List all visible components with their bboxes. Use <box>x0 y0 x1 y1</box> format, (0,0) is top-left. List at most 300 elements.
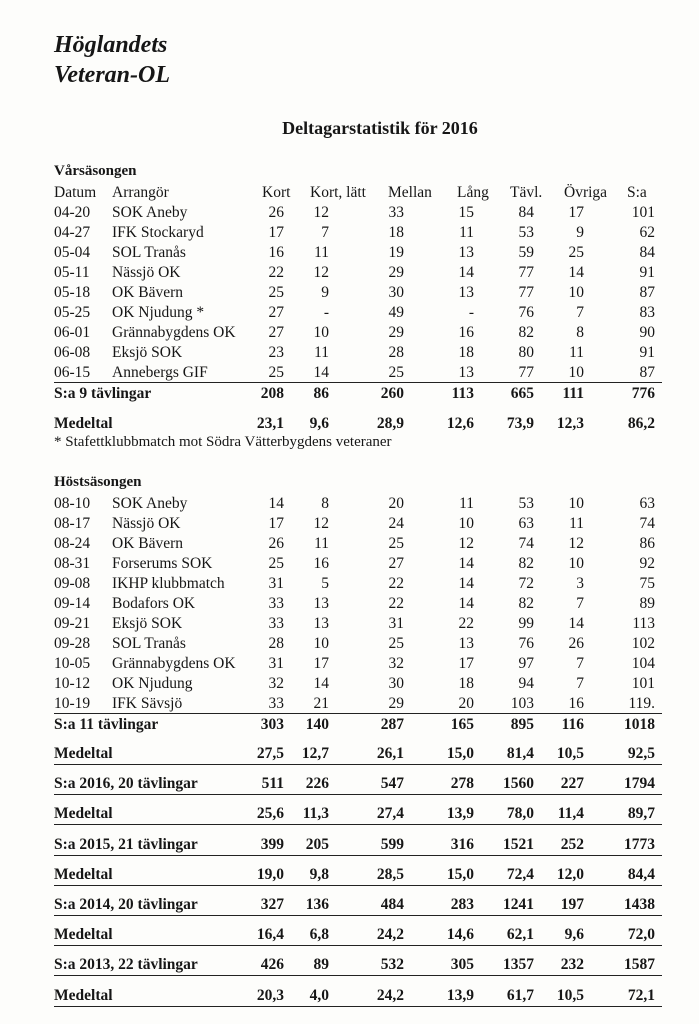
row-label: S:a 2015, 21 tävlingar <box>54 835 198 853</box>
lang-cell: 22 <box>458 615 474 632</box>
lat-cell: 4,0 <box>309 986 329 1004</box>
kort-cell: 31 <box>268 575 284 592</box>
lang-cell: 13 <box>458 284 474 301</box>
header-kort: Kort <box>262 184 291 201</box>
mel-cell: 27 <box>388 555 404 572</box>
tavl-cell: 80 <box>518 344 534 361</box>
organizer-cell: OK Bävern <box>112 284 184 301</box>
ovr-cell: 7 <box>576 595 584 612</box>
ovr-cell: 14 <box>568 615 584 632</box>
ovr-cell: 14 <box>568 264 584 281</box>
lang-cell: 13 <box>458 364 474 381</box>
table-row <box>0 654 699 674</box>
lat-cell: - <box>323 304 329 321</box>
lat-cell: 136 <box>305 896 329 913</box>
organizer-cell: Eksjö SOK <box>112 615 183 632</box>
sum-cell: 72,0 <box>627 926 655 944</box>
tavl-cell: 99 <box>518 615 534 632</box>
lang-cell: 20 <box>458 695 474 712</box>
ovr-cell: 17 <box>568 204 584 221</box>
lang-cell: 18 <box>458 344 474 361</box>
sum-cell: 75 <box>639 575 655 592</box>
mel-cell: 28 <box>388 344 404 361</box>
ovr-cell: 12 <box>568 535 584 552</box>
sum-cell: 1438 <box>624 896 655 913</box>
column-header-row <box>0 183 699 203</box>
lat-cell: 12 <box>313 264 329 281</box>
lang-cell: 12 <box>458 535 474 552</box>
lat-cell: 5 <box>321 575 329 592</box>
summary-underline <box>54 794 662 795</box>
mel-cell: 32 <box>388 655 404 672</box>
tavl-cell: 63 <box>518 515 534 532</box>
sum-cell: 101 <box>631 675 655 692</box>
lat-cell: 10 <box>313 324 329 341</box>
summary-underline <box>54 945 662 946</box>
lang-cell: 283 <box>450 896 474 913</box>
lang-cell: 305 <box>450 956 474 974</box>
kort-cell: 31 <box>268 655 284 672</box>
summary-row <box>0 774 699 794</box>
autumn-total-row <box>0 715 699 735</box>
ovr-cell: 12,0 <box>556 865 584 883</box>
date-cell: 08-31 <box>54 555 91 572</box>
date-cell: 04-27 <box>54 224 91 241</box>
sum-cell: 86 <box>639 535 655 552</box>
table-row <box>0 243 699 263</box>
lang-cell: 13,9 <box>446 986 474 1004</box>
lat-cell: 11 <box>314 244 329 261</box>
sum-cell: 102 <box>631 635 655 652</box>
organizer-cell: Nässjö OK <box>112 264 181 281</box>
mel-cell: 29 <box>388 695 404 712</box>
date-cell: 05-18 <box>54 284 91 301</box>
date-cell: 06-15 <box>54 364 91 381</box>
lang-cell: 14 <box>458 575 474 592</box>
lat-cell: 14 <box>313 675 329 692</box>
table-row <box>0 614 699 634</box>
mel-cell: 22 <box>388 575 404 592</box>
tavl-cell: 62,1 <box>506 926 534 944</box>
summary-row <box>0 925 699 945</box>
sum-cell: 119. <box>628 695 655 712</box>
kort-cell: 27,5 <box>256 745 284 762</box>
table-row <box>0 203 699 223</box>
mel-cell: 260 <box>380 385 404 402</box>
table-row <box>0 694 699 714</box>
date-cell: 05-04 <box>54 244 91 261</box>
kort-cell: 16 <box>268 244 284 261</box>
table-row <box>0 634 699 654</box>
spring-mean-row <box>0 414 699 434</box>
summary-row <box>0 865 699 885</box>
mel-cell: 287 <box>380 716 404 733</box>
row-label: S:a 2013, 22 tävlingar <box>54 956 198 974</box>
lat-cell: 140 <box>305 716 329 733</box>
row-label: S:a 9 tävlingar <box>54 385 152 402</box>
row-label: Medeltal <box>54 805 113 823</box>
organizer-cell: IFK Sävsjö <box>112 695 183 712</box>
ovr-cell: 16 <box>568 695 584 712</box>
lang-cell: 18 <box>458 675 474 692</box>
ovr-cell: 116 <box>561 716 584 733</box>
table-row <box>0 554 699 574</box>
lang-cell: 15,0 <box>446 865 474 883</box>
kort-cell: 511 <box>261 775 284 793</box>
summary-underline <box>54 1006 662 1007</box>
sum-cell: 89 <box>639 595 655 612</box>
lang-cell: 13 <box>458 635 474 652</box>
kort-cell: 23,1 <box>256 415 284 432</box>
sum-cell: 1587 <box>624 956 655 974</box>
kort-cell: 25 <box>268 364 284 381</box>
lang-cell: 14 <box>458 264 474 281</box>
mel-cell: 49 <box>388 304 404 321</box>
tavl-cell: 77 <box>518 264 534 281</box>
kort-cell: 25 <box>268 555 284 572</box>
tavl-cell: 103 <box>510 695 534 712</box>
kort-cell: 17 <box>268 224 284 241</box>
ovr-cell: 9 <box>576 224 584 241</box>
organizer-cell: IFK Stockaryd <box>112 224 204 241</box>
lat-cell: 16 <box>313 555 329 572</box>
tavl-cell: 82 <box>518 324 534 341</box>
lang-cell: 11 <box>459 224 474 241</box>
lang-cell: 165 <box>450 716 474 733</box>
ovr-cell: 11 <box>569 344 584 361</box>
mel-cell: 25 <box>388 635 404 652</box>
mel-cell: 31 <box>388 615 404 632</box>
mel-cell: 29 <box>388 264 404 281</box>
tavl-cell: 82 <box>518 595 534 612</box>
ovr-cell: 8 <box>576 324 584 341</box>
kort-cell: 20,3 <box>256 986 284 1004</box>
lang-cell: 12,6 <box>446 415 474 432</box>
date-cell: 09-08 <box>54 575 91 592</box>
lat-cell: 11 <box>314 344 329 361</box>
sum-cell: 84,4 <box>627 865 655 883</box>
summary-row <box>0 955 699 975</box>
organizer-cell: OK Bävern <box>112 535 184 552</box>
mel-cell: 484 <box>380 896 404 913</box>
mel-cell: 28,9 <box>376 415 404 432</box>
tavl-cell: 97 <box>518 655 534 672</box>
ovr-cell: 227 <box>560 775 584 793</box>
table-row <box>0 263 699 283</box>
lat-cell: 13 <box>313 615 329 632</box>
table-row <box>0 574 699 594</box>
date-cell: 09-14 <box>54 595 91 612</box>
document-title: Deltagarstatistik för 2016 <box>282 118 478 138</box>
lat-cell: 12 <box>313 204 329 221</box>
summary-underline <box>54 764 662 765</box>
header-organizer: Arrangör <box>112 184 169 201</box>
kort-cell: 14 <box>268 495 284 512</box>
organizer-cell: Nässjö OK <box>112 515 181 532</box>
ovr-cell: 232 <box>560 956 584 974</box>
lat-cell: 7 <box>321 224 329 241</box>
table-row <box>0 534 699 554</box>
table-row <box>0 494 699 514</box>
kort-cell: 399 <box>260 835 284 853</box>
kort-cell: 27 <box>268 304 284 321</box>
mel-cell: 22 <box>388 595 404 612</box>
tavl-cell: 81,4 <box>506 745 534 762</box>
lat-cell: 14 <box>313 364 329 381</box>
date-cell: 10-05 <box>54 655 91 672</box>
kort-cell: 25 <box>268 284 284 301</box>
header-lang: Lång <box>457 184 489 201</box>
organizer-cell: Annebergs GIF <box>112 364 208 381</box>
spring-total-row <box>0 384 699 404</box>
tavl-cell: 1521 <box>503 835 534 853</box>
spring-heading: Vårsäsongen <box>54 163 137 179</box>
sum-cell: 1018 <box>624 716 655 733</box>
mel-cell: 28,5 <box>376 865 404 883</box>
organizer-cell: SOL Tranås <box>112 244 186 261</box>
row-label: Medeltal <box>54 865 113 883</box>
summary-underline <box>54 885 662 886</box>
lat-cell: 12,7 <box>301 745 329 762</box>
table-row <box>0 343 699 363</box>
tavl-cell: 1560 <box>503 775 534 793</box>
organizer-cell: SOL Tranås <box>112 635 186 652</box>
kort-cell: 25,6 <box>256 805 284 823</box>
date-cell: 06-08 <box>54 344 91 361</box>
sum-cell: 104 <box>631 655 655 672</box>
lat-cell: 8 <box>321 495 329 512</box>
ovr-cell: 10 <box>568 284 584 301</box>
tavl-cell: 82 <box>518 555 534 572</box>
kort-cell: 23 <box>268 344 284 361</box>
row-label: S:a 2016, 20 tävlingar <box>54 775 198 793</box>
summary-row <box>0 986 699 1006</box>
kort-cell: 303 <box>260 716 284 733</box>
tavl-cell: 73,9 <box>506 415 534 432</box>
row-label: S:a 2014, 20 tävlingar <box>54 896 198 913</box>
sum-cell: 87 <box>639 284 655 301</box>
kort-cell: 33 <box>268 615 284 632</box>
sum-cell: 74 <box>639 515 655 532</box>
lang-cell: 278 <box>450 775 474 793</box>
lang-cell: 15,0 <box>446 745 474 762</box>
mel-cell: 25 <box>388 535 404 552</box>
lang-cell: 316 <box>450 835 474 853</box>
organizer-cell: Grännabygdens OK <box>112 655 236 672</box>
tavl-cell: 665 <box>510 385 534 402</box>
header-date: Datum <box>54 184 97 201</box>
header-sum: S:a <box>627 184 647 201</box>
lat-cell: 11,3 <box>302 805 329 823</box>
table-row <box>0 303 699 323</box>
ovr-cell: 9,6 <box>564 926 584 944</box>
organizer-cell: Grännabygdens OK <box>112 324 236 341</box>
tavl-cell: 53 <box>518 224 534 241</box>
sum-cell: 86,2 <box>627 415 655 432</box>
date-cell: 09-28 <box>54 635 91 652</box>
ovr-cell: 10 <box>568 495 584 512</box>
organizer-cell: SOK Aneby <box>112 204 188 221</box>
sum-cell: 84 <box>639 244 655 261</box>
lat-cell: 13 <box>313 595 329 612</box>
date-cell: 06-01 <box>54 324 91 341</box>
date-cell: 04-20 <box>54 204 91 221</box>
tavl-cell: 84 <box>518 204 534 221</box>
organizer-cell: OK Njudung <box>112 675 193 692</box>
sum-cell: 63 <box>639 495 655 512</box>
ovr-cell: 7 <box>576 655 584 672</box>
mel-cell: 30 <box>388 675 404 692</box>
summary-row <box>0 744 699 764</box>
ovr-cell: 11,4 <box>557 805 584 823</box>
lat-cell: 226 <box>305 775 329 793</box>
mel-cell: 599 <box>380 835 404 853</box>
mel-cell: 27,4 <box>376 805 404 823</box>
lang-cell: 15 <box>458 204 474 221</box>
lang-cell: 11 <box>459 495 474 512</box>
lang-cell: 13 <box>458 244 474 261</box>
organizer-cell: SOK Aneby <box>112 495 188 512</box>
mel-cell: 29 <box>388 324 404 341</box>
organizer-cell: Bodafors OK <box>112 595 196 612</box>
table-row <box>0 323 699 343</box>
footnote: * Stafettklubbmatch mot Södra Vätterbygdens veteraner <box>54 434 392 450</box>
kort-cell: 426 <box>260 956 284 974</box>
kort-cell: 17 <box>268 515 284 532</box>
sum-cell: 89,7 <box>627 805 655 823</box>
organizer-cell: Forserums SOK <box>112 555 213 572</box>
lat-cell: 205 <box>305 835 329 853</box>
kort-cell: 27 <box>268 324 284 341</box>
sum-cell: 776 <box>631 385 655 402</box>
date-cell: 10-19 <box>54 695 91 712</box>
lang-cell: 14,6 <box>446 926 474 944</box>
sum-cell: 72,1 <box>627 986 655 1004</box>
summary-underline <box>54 824 662 825</box>
mel-cell: 532 <box>380 956 404 974</box>
tavl-cell: 1241 <box>503 896 534 913</box>
kort-cell: 327 <box>260 896 284 913</box>
summary-underline <box>54 975 662 976</box>
sum-cell: 1794 <box>624 775 655 793</box>
header-mellan: Mellan <box>388 184 432 201</box>
sum-cell: 92,5 <box>627 745 655 762</box>
organizer-cell: OK Njudung * <box>112 304 205 321</box>
mel-cell: 25 <box>388 364 404 381</box>
mel-cell: 24,2 <box>376 926 404 944</box>
tavl-cell: 76 <box>518 635 534 652</box>
tavl-cell: 76 <box>518 304 534 321</box>
row-label: Medeltal <box>54 926 113 944</box>
date-cell: 05-11 <box>54 264 90 281</box>
date-cell: 10-12 <box>54 675 91 692</box>
kort-cell: 28 <box>268 635 284 652</box>
lat-cell: 9 <box>321 284 329 301</box>
sum-cell: 87 <box>639 364 655 381</box>
lat-cell: 86 <box>313 385 329 402</box>
mel-cell: 547 <box>380 775 404 793</box>
ovr-cell: 10 <box>568 555 584 572</box>
header-kort-latt: Kort, lätt <box>310 184 366 201</box>
organizer-cell: IKHP klubbmatch <box>112 575 225 592</box>
summary-row <box>0 895 699 915</box>
date-cell: 05-25 <box>54 304 91 321</box>
lat-cell: 6,8 <box>309 926 329 944</box>
ovr-cell: 10 <box>568 364 584 381</box>
mel-cell: 20 <box>388 495 404 512</box>
tavl-cell: 895 <box>510 716 534 733</box>
lang-cell: 14 <box>458 555 474 572</box>
date-cell: 08-10 <box>54 495 91 512</box>
tavl-cell: 53 <box>518 495 534 512</box>
mel-cell: 24,2 <box>376 986 404 1004</box>
kort-cell: 26 <box>268 204 284 221</box>
lat-cell: 9,6 <box>309 415 329 432</box>
ovr-cell: 26 <box>568 635 584 652</box>
mel-cell: 30 <box>388 284 404 301</box>
table-row <box>0 514 699 534</box>
lang-cell: 16 <box>458 324 474 341</box>
table-row <box>0 674 699 694</box>
kort-cell: 19,0 <box>256 865 284 883</box>
autumn-heading: Höstsäsongen <box>54 474 142 490</box>
lang-cell: 17 <box>458 655 474 672</box>
summary-row <box>0 835 699 855</box>
org-line-1: Höglandets <box>54 32 168 58</box>
lat-cell: 12 <box>313 515 329 532</box>
kort-cell: 26 <box>268 535 284 552</box>
summary-row <box>0 804 699 824</box>
row-label: Medeltal <box>54 745 113 762</box>
row-label: Medeltal <box>54 986 113 1004</box>
lang-cell: 10 <box>458 515 474 532</box>
sum-cell: 83 <box>639 304 655 321</box>
lat-cell: 17 <box>313 655 329 672</box>
table-row <box>0 223 699 243</box>
lang-cell: 14 <box>458 595 474 612</box>
mel-cell: 26,1 <box>376 745 404 762</box>
tavl-cell: 1357 <box>503 956 534 974</box>
header-tavl: Tävl. <box>510 184 543 201</box>
lang-cell: - <box>468 304 474 321</box>
kort-cell: 32 <box>268 675 284 692</box>
ovr-cell: 3 <box>576 575 584 592</box>
table-row <box>0 283 699 303</box>
autumn-total-rule <box>54 713 662 714</box>
date-cell: 08-24 <box>54 535 91 552</box>
tavl-cell: 59 <box>518 244 534 261</box>
sum-cell: 91 <box>639 264 655 281</box>
table-row <box>0 594 699 614</box>
date-cell: 09-21 <box>54 615 91 632</box>
kort-cell: 208 <box>260 385 284 402</box>
kort-cell: 33 <box>268 695 284 712</box>
ovr-cell: 7 <box>576 675 584 692</box>
summary-underline <box>54 855 662 856</box>
sum-cell: 62 <box>639 224 655 241</box>
ovr-cell: 10,5 <box>556 745 584 762</box>
lang-cell: 113 <box>451 385 474 402</box>
mel-cell: 33 <box>388 204 404 221</box>
ovr-cell: 25 <box>568 244 584 261</box>
lat-cell: 89 <box>313 956 329 974</box>
row-label: S:a 11 tävlingar <box>54 716 159 733</box>
sum-cell: 1773 <box>624 835 655 853</box>
header-ovriga: Övriga <box>564 184 608 201</box>
sum-cell: 101 <box>631 204 655 221</box>
ovr-cell: 111 <box>562 385 584 402</box>
summary-underline <box>54 915 662 916</box>
